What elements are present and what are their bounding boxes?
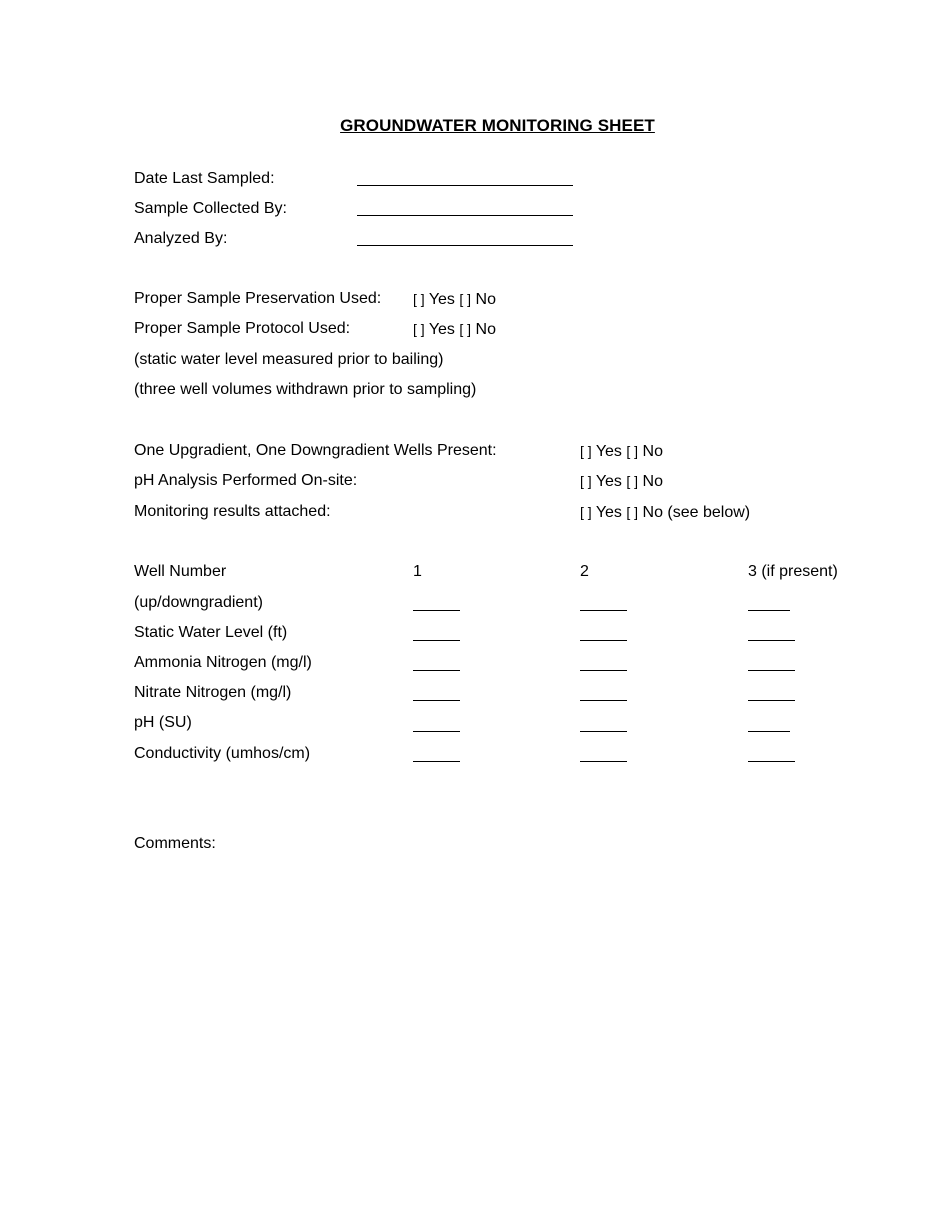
protocol-no-label: No — [475, 321, 496, 338]
conductivity-well-3-blank[interactable] — [748, 761, 795, 762]
analyzed-by-field[interactable] — [357, 245, 573, 246]
well-column-1: 1 — [413, 563, 422, 580]
row-label-nitrate-nitrogen: Nitrate Nitrogen (mg/l) — [134, 684, 292, 701]
preservation-no-label: No — [475, 291, 496, 308]
nitrate-nitrogen-well-3-blank[interactable] — [748, 700, 795, 701]
row-label-ammonia-nitrogen: Ammonia Nitrogen (mg/l) — [134, 654, 312, 671]
results-yes-label: Yes — [595, 504, 622, 521]
row-label-conductivity: Conductivity (umhos/cm) — [134, 745, 311, 762]
ph-no-label: No — [642, 473, 663, 490]
results-no-checkbox[interactable]: [ ] — [626, 504, 639, 520]
well-column-3: 3 (if present) — [748, 563, 838, 580]
wells-no-checkbox[interactable]: [ ] — [626, 443, 639, 459]
up-downgradient-well-1-blank[interactable] — [413, 610, 460, 611]
results-yes-checkbox[interactable]: [ ] — [580, 504, 592, 520]
page-title: GROUNDWATER MONITORING SHEET — [340, 116, 655, 135]
sample-collected-by-label: Sample Collected By: — [134, 200, 287, 217]
protocol-options — [413, 319, 496, 340]
ph-well-1-blank[interactable] — [413, 731, 460, 732]
row-label-ph: pH (SU) — [134, 714, 192, 731]
preservation-label: Proper Sample Preservation Used: — [134, 290, 382, 307]
ph-yes-label: Yes — [595, 473, 622, 490]
up-downgradient-well-3-blank[interactable] — [748, 610, 790, 611]
ph-well-3-blank[interactable] — [748, 731, 790, 732]
ph-well-2-blank[interactable] — [580, 731, 627, 732]
wells-present-label: One Upgradient, One Downgradient Wells Present: — [134, 442, 497, 459]
conductivity-well-1-blank[interactable] — [413, 761, 460, 762]
results-see-below-note: (see below) — [667, 504, 751, 521]
preservation-no-checkbox[interactable]: [ ] — [459, 291, 472, 307]
sample-collected-by-field[interactable] — [357, 215, 573, 216]
wells-present-options — [580, 441, 663, 462]
preservation-yes-checkbox[interactable]: [ ] — [413, 291, 425, 307]
up-downgradient-well-2-blank[interactable] — [580, 610, 627, 611]
date-last-sampled-label: Date Last Sampled: — [134, 170, 275, 187]
comments-label: Comments: — [134, 835, 216, 852]
well-column-2: 2 — [580, 563, 589, 580]
row-label-static-water-level: Static Water Level (ft) — [134, 624, 288, 641]
protocol-label: Proper Sample Protocol Used: — [134, 320, 351, 337]
wells-no-label: No — [642, 443, 663, 460]
ph-onsite-label: pH Analysis Performed On-site: — [134, 472, 358, 489]
static-water-level-well-1-blank[interactable] — [413, 640, 460, 641]
preservation-options — [413, 289, 496, 310]
protocol-note-static-level: (static water level measured prior to bailing) — [134, 351, 444, 368]
ph-yes-checkbox[interactable]: [ ] — [580, 473, 592, 489]
protocol-no-checkbox[interactable]: [ ] — [459, 321, 472, 337]
ammonia-nitrogen-well-2-blank[interactable] — [580, 670, 627, 671]
comments-area[interactable] — [134, 860, 834, 1160]
nitrate-nitrogen-well-2-blank[interactable] — [580, 700, 627, 701]
protocol-yes-checkbox[interactable]: [ ] — [413, 321, 425, 337]
protocol-note-well-volumes: (three well volumes withdrawn prior to sampling) — [134, 381, 477, 398]
results-attached-label: Monitoring results attached: — [134, 503, 331, 520]
date-last-sampled-field[interactable] — [357, 185, 573, 186]
wells-yes-checkbox[interactable]: [ ] — [580, 443, 592, 459]
conductivity-well-2-blank[interactable] — [580, 761, 627, 762]
ammonia-nitrogen-well-1-blank[interactable] — [413, 670, 460, 671]
preservation-yes-label: Yes — [428, 291, 455, 308]
analyzed-by-label: Analyzed By: — [134, 230, 228, 247]
row-label-up-downgradient: (up/downgradient) — [134, 594, 263, 611]
protocol-yes-label: Yes — [428, 321, 455, 338]
ammonia-nitrogen-well-3-blank[interactable] — [748, 670, 795, 671]
ph-no-checkbox[interactable]: [ ] — [626, 473, 639, 489]
wells-yes-label: Yes — [595, 443, 622, 460]
ph-onsite-options — [580, 471, 663, 492]
results-no-label: No — [642, 504, 663, 521]
static-water-level-well-2-blank[interactable] — [580, 640, 627, 641]
static-water-level-well-3-blank[interactable] — [748, 640, 795, 641]
well-number-label: Well Number — [134, 563, 227, 580]
results-attached-options — [580, 502, 750, 523]
nitrate-nitrogen-well-1-blank[interactable] — [413, 700, 460, 701]
